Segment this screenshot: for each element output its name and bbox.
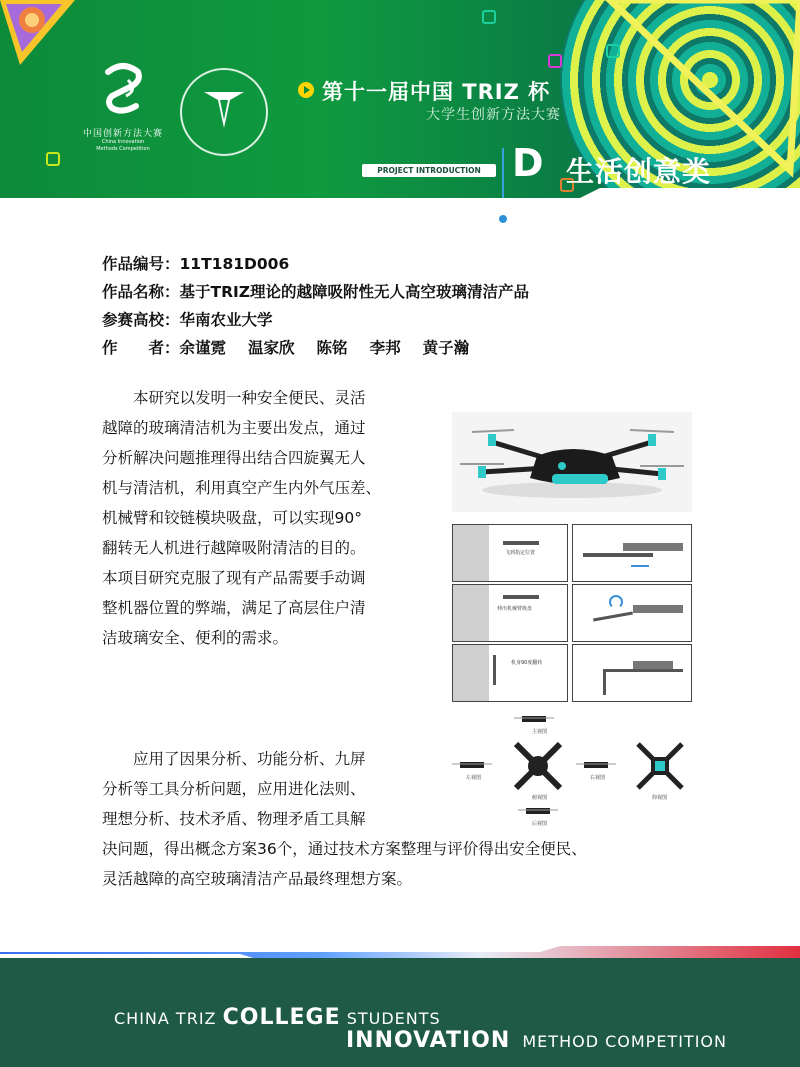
view-label: 左视图: [466, 775, 482, 781]
paragraph-line: 机械臂和铰链模块吸盘，可以实现90°: [102, 509, 362, 527]
view-label: 后视图: [532, 821, 548, 827]
view-label: 仰视图: [652, 795, 668, 801]
author-name: 李邦: [369, 339, 401, 357]
square-decoration: [46, 152, 60, 166]
description-paragraph-2: [102, 744, 682, 894]
drone-sketch: [633, 661, 673, 669]
slogan-word-bold: INNOVATION: [346, 1028, 511, 1053]
school-label: 参赛高校：: [102, 311, 180, 329]
step-label: 机身90度翻转: [511, 660, 543, 666]
authors-label: 作 者：: [102, 339, 180, 357]
operation-steps-diagram: [452, 524, 692, 702]
project-name-value: 基于TRIZ理论的越障吸附性无人高空玻璃清洁产品: [179, 283, 530, 301]
category-letter: D: [512, 141, 544, 185]
author-name: 温家欣: [248, 339, 295, 357]
wall-shape: [453, 585, 489, 641]
square-decoration: [606, 44, 620, 58]
slogan-word: METHOD COMPETITION: [522, 1032, 727, 1051]
slogan-word: STUDENTS: [346, 1009, 441, 1028]
drone-sketch: [493, 655, 496, 685]
cimc-logo-name-cn: 中国创新方法大赛: [82, 129, 163, 139]
description-paragraph-1: [102, 383, 432, 653]
slogan-word: CHINA TRIZ: [114, 1009, 217, 1028]
paragraph-line: 分析解决问题推理得出结合四旋翼无人: [102, 449, 366, 467]
triz-emblem-icon: [200, 84, 248, 132]
paragraph-line: 本项目研究克服了现有产品需要手动调: [102, 569, 366, 587]
project-introduction-label: PROJECT INTRODUCTION: [362, 164, 496, 177]
wall-shape: [453, 645, 489, 701]
cimc-logo-name-en-1: China Innovation: [101, 139, 145, 145]
paragraph-line: 理想分析、技术矛盾、物理矛盾工具解: [102, 810, 366, 828]
step-cell: [452, 524, 568, 582]
step-label: 飞到指定位置: [505, 550, 536, 556]
project-id-row: [102, 250, 529, 278]
drone-sketch: [623, 543, 683, 551]
wall-shape: [453, 525, 489, 581]
arm-sketch: [583, 553, 653, 557]
project-name-row: [102, 278, 529, 306]
contest-subtitle: 大学生创新方法大赛: [426, 107, 561, 123]
project-id-value: 11T181D006: [179, 255, 290, 273]
step-cell: [572, 584, 692, 642]
view-label: 主视图: [532, 729, 548, 735]
step-cell: [452, 644, 568, 702]
paragraph-line: 应用了因果分析、功能分析、九屏: [102, 750, 366, 768]
step-cell: [572, 524, 692, 582]
header-bottom-edge: [0, 188, 800, 205]
arm-sketch: [603, 669, 683, 672]
paragraph-line: 决问题，得出概念方案36个，通过技术方案整理与评价得出安全便民、: [102, 840, 587, 858]
cimc-logo: [82, 60, 164, 152]
arm-sketch: [593, 612, 633, 622]
paragraph-line: 分析等工具分析问题，应用进化法则、: [102, 780, 366, 798]
paragraph-line: 翻转无人机进行越障吸附清洁的目的。: [102, 539, 366, 557]
triz-cup-emblem: [180, 68, 268, 156]
paragraph-line: 灵活越障的高空玻璃清洁产品最终理想方案。: [102, 870, 413, 888]
project-id-label: 作品编号：: [102, 255, 180, 273]
play-icon: [298, 82, 314, 98]
cimc-logo-name-en-2: Methods Competition: [96, 145, 150, 152]
view-label: 右视图: [590, 775, 606, 781]
drone-sketch: [503, 541, 539, 545]
arrow-icon: [631, 565, 649, 567]
rotate-arrow-icon: [609, 595, 623, 609]
contest-title: 第十一届中国 TRIZ 杯: [322, 80, 551, 104]
footer-banner: [0, 940, 800, 1067]
footer-slogan-line-2: [346, 1028, 727, 1053]
square-decoration: [482, 10, 496, 24]
cimc-logo-icon: [98, 60, 148, 116]
school-row: [102, 306, 529, 334]
drone-render-image: [452, 412, 692, 512]
arm-sketch: [603, 669, 606, 695]
step-label: 伸出机械臂吸盘: [497, 606, 533, 612]
author-name: 余谨霓: [179, 339, 227, 357]
drone-sketch: [633, 605, 683, 613]
paragraph-line: 机与清洁机，利用真空产生内外气压差、: [102, 479, 382, 497]
project-info: [102, 250, 529, 362]
paragraph-line: 越障的玻璃清洁机为主要出发点，通过: [102, 419, 366, 437]
header-banner: [0, 0, 800, 205]
step-cell: [452, 584, 568, 642]
paragraph-line: 整机器位置的弊端，满足了高层住户清: [102, 599, 366, 617]
author-name: 黄子瀚: [422, 339, 470, 357]
slogan-word-bold: COLLEGE: [222, 1005, 341, 1030]
paragraph-line: 洁玻璃安全、便利的需求。: [102, 629, 289, 647]
author-name: 陈铭: [316, 339, 348, 357]
footer-slogan-line-1: [114, 1005, 441, 1030]
category-name: 生活创意类: [566, 155, 712, 188]
school-value: 华南农业大学: [179, 311, 273, 329]
authors-row: [102, 334, 529, 362]
square-decoration: [548, 54, 562, 68]
category-dot: [499, 215, 507, 223]
drone-sketch: [503, 595, 539, 599]
project-name-label: 作品名称：: [102, 283, 180, 301]
category-divider: [502, 148, 504, 205]
step-cell: [572, 644, 692, 702]
view-label: 俯视图: [532, 795, 548, 801]
paragraph-line: 本研究以发明一种安全便民、灵活: [102, 389, 366, 407]
